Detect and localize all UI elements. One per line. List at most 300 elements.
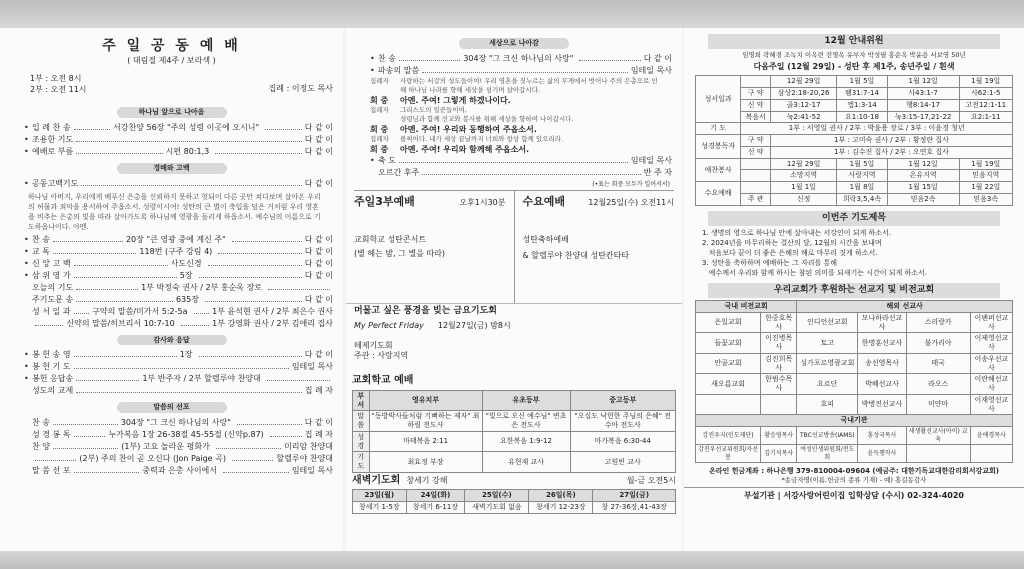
third-service-line2: (별 헤는 밤, 그 별을 따라) xyxy=(354,249,446,258)
missions-table xyxy=(695,300,1013,463)
order-bullet: • xyxy=(24,374,29,384)
order-list xyxy=(0,122,343,158)
org-row xyxy=(696,427,1013,445)
order-content: 구약의 말씀/미가서 5:2-5a xyxy=(92,306,188,316)
meal-date: 1월 5일 xyxy=(837,158,887,170)
meal-value: 사랑지역 xyxy=(837,170,887,182)
meal-value: 온유지역 xyxy=(887,170,959,182)
dawn-day: 25일(수) xyxy=(465,490,529,502)
org-cell: 윤에경목사 xyxy=(970,427,1012,445)
service-time-2: 2부 : 오전 11시 xyxy=(30,85,87,94)
order-leader xyxy=(270,430,302,437)
order-person: 임테일 목사 xyxy=(630,155,672,165)
order-content: (1부) 고요 놀라운 평화가 xyxy=(121,442,210,451)
order-leader xyxy=(199,271,302,278)
meal-date: 1월 19일 xyxy=(959,158,1012,170)
offering-account-note: *송금자명(이름,헌금의 종류 기재) - 예) 홍길동감사 xyxy=(781,475,927,484)
dawn-prayer-table xyxy=(352,489,676,514)
missions-row xyxy=(696,333,1013,354)
dawn-text: 창세기 1-5장 xyxy=(353,502,407,514)
blank-cell xyxy=(741,170,771,182)
order-leader xyxy=(74,362,289,369)
missions-cell: 미얀마 xyxy=(906,394,970,415)
lectionary-row xyxy=(696,182,1013,194)
school-cell: 마가복음 6:30-44 xyxy=(570,431,675,452)
blank-cell xyxy=(741,158,771,170)
lectionary-cell: 사62:1-5 xyxy=(959,88,1012,100)
org-cell: 강진우지(인도재단) xyxy=(696,427,761,445)
wednesday-date: 1월 1일 xyxy=(770,182,836,194)
missions-row xyxy=(696,374,1013,395)
order-label: 찬 양 xyxy=(32,442,50,451)
missions-cell: 한명훈선교사 xyxy=(858,333,906,354)
order-row xyxy=(0,465,343,477)
missions-cell: 모나하라선교사 xyxy=(858,312,906,333)
order-label: 파송의 말씀 xyxy=(378,65,420,75)
third-service-box xyxy=(346,191,515,303)
missions-cell: 이제영선교사 xyxy=(970,333,1012,354)
order-label: 찬 송 xyxy=(32,418,50,427)
lectionary-cell: 구 약 xyxy=(741,88,771,100)
school-cell: 최효정 부장 xyxy=(369,452,482,473)
order-row xyxy=(0,234,343,246)
missions-cell: 스리랑카 xyxy=(906,312,970,333)
reader-names: 1부 : 고미숙 권사 / 2부 : 황정란 집사 xyxy=(770,135,1012,147)
missions-cell: 싱가포르영광교회 xyxy=(797,353,858,374)
lectionary-row xyxy=(696,193,1013,205)
dawn-text: 새벽기도회 없음 xyxy=(465,502,529,514)
order-content: 5장 xyxy=(179,270,193,280)
dawn-prayer-subtitle: 창세기 강해 xyxy=(406,475,448,485)
section-pill: 감사와 응답 xyxy=(117,335,227,346)
order-label: 봉 헌 기 도 xyxy=(32,362,71,372)
lectionary-cell: 삼상2:18-20,26 xyxy=(770,88,836,100)
lectionary-row xyxy=(696,146,1013,158)
prayer-topic-line: 2. 2024년을 마무리하는 결산의 달, 12월의 시간을 보내며 xyxy=(702,238,882,247)
order-leader xyxy=(81,179,301,186)
liturgy-line xyxy=(370,135,662,144)
missions-header-row xyxy=(696,301,1013,313)
order-person: 미리암 찬양대 xyxy=(284,442,333,451)
liturgy-speaker: 집례자 xyxy=(370,76,389,85)
school-cell: 요한복음 1:9-12 xyxy=(482,431,570,452)
missions-cell xyxy=(761,394,797,415)
org-cell: 김기석목사 xyxy=(761,445,797,463)
org-header-row xyxy=(696,415,1013,427)
presiding-pastor: 집례 : 이정도 목사 xyxy=(268,84,333,93)
blank-cell xyxy=(741,182,771,194)
wednesday-value: 신정 xyxy=(770,193,836,205)
org-cell: 여성인생위원회/전도회 xyxy=(797,445,858,463)
lectionary-cell: 사43:1-7 xyxy=(887,88,959,100)
prayer-topic-line: 1. 생명의 영으로 하나님 안에 살아내는 서강인이 되게 하소서. xyxy=(702,228,891,237)
wednesday-service-time: 12월25일(수) 오전11시 xyxy=(588,198,674,208)
prayer-topic-line: 처음보다 끝이 더 좋은 은혜의 해로 마무리 짓게 하소서. xyxy=(702,248,878,257)
lectionary-cell: 요2:1-11 xyxy=(959,111,1012,123)
school-header-cell: 중고등부 xyxy=(570,390,675,411)
service-time-1: 1부 : 오전 8시 xyxy=(30,74,82,83)
liturgy-speaker: 집례자 xyxy=(370,134,389,143)
dawn-day: 26일(목) xyxy=(529,490,593,502)
order-leader xyxy=(265,123,302,130)
order-bullet: • xyxy=(24,246,29,256)
prayer-topics-title: 이번주 기도제목 xyxy=(708,211,1000,226)
friday-prayer-box xyxy=(346,303,682,373)
missions-cell: 이재영선교사 xyxy=(970,394,1012,415)
friday-prayer-line4: 주관 : 사랑지역 xyxy=(354,350,409,360)
footer-daycare: 부설기관 | 서강사랑어린이집 입학상담 (수시) 02-324-4020 xyxy=(684,487,1024,501)
wednesday-date: 1월 8일 xyxy=(837,182,887,194)
order-leader xyxy=(199,350,302,357)
liturgy-text: 그리스도의 일꾼들이여, xyxy=(400,105,467,114)
order-content: 중력과 은총 사이에서 xyxy=(142,466,217,475)
order-label: 예배로 부름 xyxy=(32,146,74,156)
order-person: 다 같 이 xyxy=(304,122,334,132)
order-leader xyxy=(218,247,301,254)
service-times xyxy=(30,73,87,95)
order-leader xyxy=(268,283,330,290)
order-person: 할렐루야 찬양대 xyxy=(276,454,333,463)
missions-row xyxy=(696,312,1013,333)
order-row xyxy=(0,258,343,270)
dawn-day: 24일(화) xyxy=(406,490,465,502)
order-leader xyxy=(53,442,118,449)
school-cell: "동방박사들처럼 기뻐하는 제자" 최하림 전도사 xyxy=(369,411,482,432)
wednesday-service-title: 수요예배 xyxy=(522,195,566,209)
lectionary-cell: 행8:14-17 xyxy=(887,99,959,111)
meal-date: 12월 29일 xyxy=(770,158,836,170)
order-bullet: • xyxy=(24,146,29,156)
liturgy-text: 성령님과 함께 선교와 봉사를 위해 세상을 향하여 나아갑시다. xyxy=(400,114,574,123)
third-service-time: 오후1시30분 xyxy=(459,198,506,208)
order-person: 다 같 이 xyxy=(304,134,333,144)
org-header: 국내기관 xyxy=(696,415,1013,427)
dawn-day: 23일(월) xyxy=(353,490,407,502)
order-leader xyxy=(216,442,281,449)
liturgy-line xyxy=(370,124,662,135)
school-cell: "오십도 낙헌한 주님의 은혜" 전수아 전도사 xyxy=(570,411,675,432)
school-header-cell: 유초등부 xyxy=(482,390,570,411)
liturgy-speaker xyxy=(370,115,400,124)
org-cell xyxy=(906,445,970,463)
liturgy-line xyxy=(370,115,662,124)
confession-prayer-text: 하나님 아버지, 우리에게 베푸신 은총을 신뢰하지 못하고 헛되이 다른 곳만 쳐다보며 살아온 우리의 허물과 죄악을 용서하여 주옵소서. 성령이시여! 성탄의 큰 별이 축입을 덮은 거처럼 우리 영혼을 비추는 은총의 빛을 따라 살아가도록 하나님께 영광을 돌리게 하옵소서. 예수님의 이름으로 기도하옵나이다. 아멘. xyxy=(28,192,321,231)
order-list xyxy=(0,349,343,397)
services-grid xyxy=(346,191,682,303)
order-leader xyxy=(74,430,106,437)
order-row xyxy=(346,155,682,167)
org-cell: 황승영목사 xyxy=(761,427,797,445)
school-cell: 성경 xyxy=(353,431,370,452)
order-row xyxy=(346,65,682,77)
wednesday-label: 수요예배 xyxy=(696,182,741,206)
missions-domestic-header: 국내 비전교회 xyxy=(696,301,797,313)
lectionary-row xyxy=(696,158,1013,170)
order-person: 집 례 자 xyxy=(304,386,333,396)
order-content: 304장 "그 크신 하나님의 사랑" xyxy=(463,53,574,63)
order-bullet: • xyxy=(24,258,29,268)
order-person: 1부 윤석현 권사 / 2부 최은수 권사 xyxy=(212,306,333,316)
order-leader xyxy=(76,386,302,393)
school-cell: 유현재 교사 xyxy=(482,452,570,473)
order-leader xyxy=(35,319,63,326)
liturgy-text: 사랑하는 서강의 성도들이여! 우리 영혼을 짓누르는 삶의 무게에서 벗어나 주의 은총으로 인해 하나님 나라를 향해 세상을 섬기며 살아갑시다. xyxy=(400,76,658,94)
order-leader xyxy=(237,418,302,425)
org-cell xyxy=(970,445,1012,463)
order-row xyxy=(0,429,343,441)
order-content: 20장 "큰 영광 중에 계신 주" xyxy=(125,234,226,244)
lectionary-row xyxy=(696,123,1013,135)
section-pill: 말씀의 선포 xyxy=(117,402,227,413)
dawn-text: 창 27-36장,41-43장 xyxy=(593,502,676,514)
order-content: 누가복음 1장 26-38절 45-55절 (신약p.87) xyxy=(108,430,264,439)
order-leader xyxy=(74,271,177,278)
missions-cell: 라오스 xyxy=(906,374,970,395)
lectionary-date: 1월 5일 xyxy=(837,76,887,88)
order-person: 임테일 목사 xyxy=(291,466,333,475)
church-school-box xyxy=(346,375,682,473)
order-leader xyxy=(422,66,628,73)
liturgy-text: 볼찌어다. 내가 세상 끝날까지 너희와 항상 함께 있으리라. xyxy=(400,134,564,143)
third-service-title: 주일3부예배 xyxy=(354,195,415,209)
missions-cell: 들꽃교회 xyxy=(696,333,761,354)
church-school-title: 교회학교 예배 xyxy=(352,375,414,387)
order-content: 사도신경 xyxy=(170,258,202,268)
missions-cell: 태국 xyxy=(906,353,970,374)
order-label: 봉헌 응답송 xyxy=(32,374,74,384)
order-leader xyxy=(267,374,330,381)
school-row xyxy=(353,452,676,473)
meal-date: 1월 12일 xyxy=(887,158,959,170)
order-list xyxy=(0,417,343,477)
order-row xyxy=(0,441,343,453)
order-leader xyxy=(181,319,209,326)
order-person: 다 같 이 xyxy=(304,294,333,304)
order-leader xyxy=(422,168,641,175)
missions-cell: 박혜선교사 xyxy=(858,374,906,395)
order-content: 118번 (구주 강림 4) xyxy=(139,246,213,256)
order-list xyxy=(0,234,343,330)
wednesday-sub: 주 관 xyxy=(741,193,771,205)
wednesday-value: 희락3,5,4속 xyxy=(837,193,887,205)
lectionary-date: 1월 12일 xyxy=(887,76,959,88)
wednesday-date: 1월 22일 xyxy=(959,182,1012,194)
order-person: 다 같 이 xyxy=(304,146,334,156)
school-cell: 고원빈 교사 xyxy=(570,452,675,473)
order-person: 다 같 이 xyxy=(643,53,672,63)
order-leader xyxy=(76,374,139,381)
missions-cell: 안골교회 xyxy=(696,353,761,374)
order-row xyxy=(0,134,343,146)
order-row xyxy=(0,318,343,330)
order-leader xyxy=(399,54,460,61)
lectionary-date: 1월 19일 xyxy=(959,76,1012,88)
order-label: 신 앙 고 백 xyxy=(32,258,71,268)
order-leader xyxy=(223,466,289,473)
blank-cell xyxy=(741,76,771,88)
liturgy-text: 아멘. 주여! 우리와 동행하여 주옵소서. xyxy=(400,124,537,134)
missions-cell: 요르단 xyxy=(797,374,858,395)
missions-cell: 불가리아 xyxy=(906,333,970,354)
liturgy-text: 아멘. 주여! 우리와 함께해 주옵소서. xyxy=(400,144,530,154)
prayer-topics-list xyxy=(684,228,1024,278)
order-label: 오늘의 기도 xyxy=(32,282,74,292)
missions-row xyxy=(696,394,1013,415)
dawn-prayer-title: 새벽기도회 xyxy=(352,474,401,486)
order-label: 찬 송 xyxy=(32,234,50,244)
third-service-line1: 교회학교 성탄콘서트 xyxy=(354,235,427,244)
wednesday-value: 믿음3속 xyxy=(959,193,1012,205)
order-label: 성도의 교제 xyxy=(32,386,74,396)
order-row xyxy=(0,146,343,158)
order-row xyxy=(0,294,343,306)
order-label: 성 경 봉 독 xyxy=(32,430,71,439)
missions-cell: 호피 xyxy=(797,394,858,415)
missions-abroad-header: 해외 선교사 xyxy=(797,301,1013,313)
order-person: 다 같 이 xyxy=(304,178,333,188)
order-row xyxy=(0,246,343,258)
worship-order-panel xyxy=(0,28,343,551)
sending-liturgy xyxy=(346,77,682,155)
dawn-text: 창세기 12-23장 xyxy=(529,502,593,514)
wednesday-value: 믿음2속 xyxy=(887,193,959,205)
missions-row xyxy=(696,353,1013,374)
order-leader xyxy=(35,454,76,461)
dawn-prayer-box xyxy=(346,473,682,516)
order-row xyxy=(0,270,343,282)
order-leader xyxy=(74,259,168,266)
next-sunday: 다음주일 (12월 29일) - 성탄 후 제1주, 송년주일 / 흰색 xyxy=(753,62,955,72)
friday-prayer-line1: My Perfect Friday xyxy=(354,320,424,330)
order-leader xyxy=(215,147,301,154)
section-pill: 세상으로 나아감 xyxy=(459,38,569,49)
order-bullet: • xyxy=(24,350,29,360)
friday-prayer-line2: 12월27일(금) 밤8시 xyxy=(437,320,511,330)
order-leader xyxy=(74,466,140,473)
lectionary-cell: 엡1:3-14 xyxy=(837,99,887,111)
lectionary-cell: 눅2:41-52 xyxy=(770,111,836,123)
order-bullet: • xyxy=(24,234,29,244)
order-bullet: • xyxy=(24,122,29,132)
ushers-names: 임명희 곽혜경 조녹치 이옥련 전명옥 유부자 박성필 홍순옥 박윤용 서보영 50년 xyxy=(742,51,966,60)
liturgy-speaker: 회 중 xyxy=(370,95,389,105)
dawn-text: 창세기 6-11장 xyxy=(406,502,465,514)
order-row xyxy=(0,373,343,385)
order-content: 신약의 말씀/히브리서 10:7-10 xyxy=(66,318,175,328)
org-cell: 홍성국목사 xyxy=(858,427,906,445)
order-row xyxy=(0,122,343,134)
order-row xyxy=(0,361,343,373)
order-row xyxy=(0,178,343,190)
missions-cell: 은일교회 xyxy=(696,312,761,333)
school-cell: "빛으로 오신 예수님" 변초은 전도사 xyxy=(482,411,570,432)
order-leader xyxy=(194,307,210,314)
order-label: 오르간 후주 xyxy=(378,167,420,177)
org-cell: 강진우선교위원회/자선봉 xyxy=(696,445,761,463)
order-label: 공동고백기도 xyxy=(32,178,79,188)
missions-cell: 한중호목사 xyxy=(761,312,797,333)
prayer-topic-line: 3. 성탄을 축하하며 예배하는 그 자리를 통해 xyxy=(702,258,837,267)
school-cell: 기도 xyxy=(353,452,370,473)
offering-account: 온라인 헌금계좌 : 하나은행 379-810004-09604 (예금주: 대한기독교대한감리회서강교회) xyxy=(709,467,999,476)
order-leader xyxy=(205,295,302,302)
lectionary-cell: 눅3:15-17,21-22 xyxy=(887,111,959,123)
order-leader xyxy=(76,147,162,154)
missions-cell: 이진병목사 xyxy=(761,333,797,354)
missions-cell: 송선영목사 xyxy=(858,353,906,374)
org-row xyxy=(696,445,1013,463)
order-bullet: • xyxy=(24,362,29,372)
church-school-table xyxy=(352,390,676,473)
school-row xyxy=(353,411,676,432)
meal-value: 소망지역 xyxy=(770,170,836,182)
order-leader xyxy=(74,350,177,357)
prayer-label: 기 도 xyxy=(696,123,741,135)
wednesday-service-box xyxy=(515,191,683,303)
order-person: 1부 강영화 권사 / 2부 김애리 집사 xyxy=(212,318,333,328)
meal-label: 애찬봉사 xyxy=(696,158,741,182)
lectionary-cell: 요1:10-18 xyxy=(837,111,887,123)
missions-cell: 한범수목사 xyxy=(761,374,797,395)
dawn-day: 27일(금) xyxy=(593,490,676,502)
wednesday-date: 1월 15일 xyxy=(887,182,959,194)
order-content: 635장 xyxy=(175,294,199,304)
liturgy-text: 아멘. 주여! 그렇게 하겠나이다. xyxy=(400,95,511,105)
school-header-cell: 영유치부 xyxy=(369,390,482,411)
order-leader xyxy=(74,123,111,130)
order-leader xyxy=(232,235,302,242)
page-title: 주 일 공 동 예 배 xyxy=(102,38,241,54)
order-person: 다 같 이 xyxy=(304,350,333,360)
reader-type: 구 약 xyxy=(741,135,771,147)
lectionary-table xyxy=(695,75,1013,205)
missions-cell: 김진희목사 xyxy=(761,353,797,374)
lectionary-cell: 신 약 xyxy=(741,99,771,111)
section-pill: 하나님 앞으로 나아옴 xyxy=(117,107,227,118)
friday-prayer-title: 머물고 싶은 풍경을 빚는 금요기도회 xyxy=(354,306,497,317)
missions-title: 우리교회가 후원하는 선교지 및 비전교회 xyxy=(708,283,1000,298)
order-content: 시편 80:1,3 xyxy=(165,146,210,156)
lectionary-cell: 복음서 xyxy=(741,111,771,123)
order-leader xyxy=(74,307,90,314)
school-cell: 마태복음 2:11 xyxy=(369,431,482,452)
missions-cell: 이란해선교사 xyxy=(970,374,1012,395)
order-content: 1장 xyxy=(179,350,193,360)
prayer-topic-line: 예수께서 우리와 함께 하시는 참된 의미를 되새기는 시간이 되게 하소서. xyxy=(702,268,928,277)
liturgy-line xyxy=(370,106,662,115)
order-person: 임테일 목사 xyxy=(291,362,333,372)
order-leader xyxy=(76,135,302,142)
bottom-band xyxy=(0,551,1024,569)
liturgy-speaker: 회 중 xyxy=(370,144,389,154)
order-content: (2부) 주의 찬이 곧 오신다 (Jon Paige 곡) xyxy=(79,454,226,463)
order-person: 반 주 자 xyxy=(643,167,672,177)
order-person: 임테일 목사 xyxy=(630,65,672,75)
order-person: 다 같 이 xyxy=(304,234,333,244)
reader-label: 성경봉독자 xyxy=(696,135,741,159)
order-leader xyxy=(53,235,123,242)
order-label: 입 례 찬 송 xyxy=(32,122,71,132)
missions-cell: 인디언선교회 xyxy=(797,312,858,333)
school-cell: 말씀 xyxy=(353,411,370,432)
order-label: 성 서 일 과 xyxy=(32,306,71,316)
order-row xyxy=(346,53,682,65)
order-row xyxy=(0,417,343,429)
wednesday-service-line2: & 할렐루야 찬양대 성탄칸타타 xyxy=(522,251,630,260)
wednesday-service-line1: 성탄축하예배 xyxy=(522,235,569,244)
order-person: 다 같 이 xyxy=(304,246,333,256)
missions-cell: 토고 xyxy=(797,333,858,354)
